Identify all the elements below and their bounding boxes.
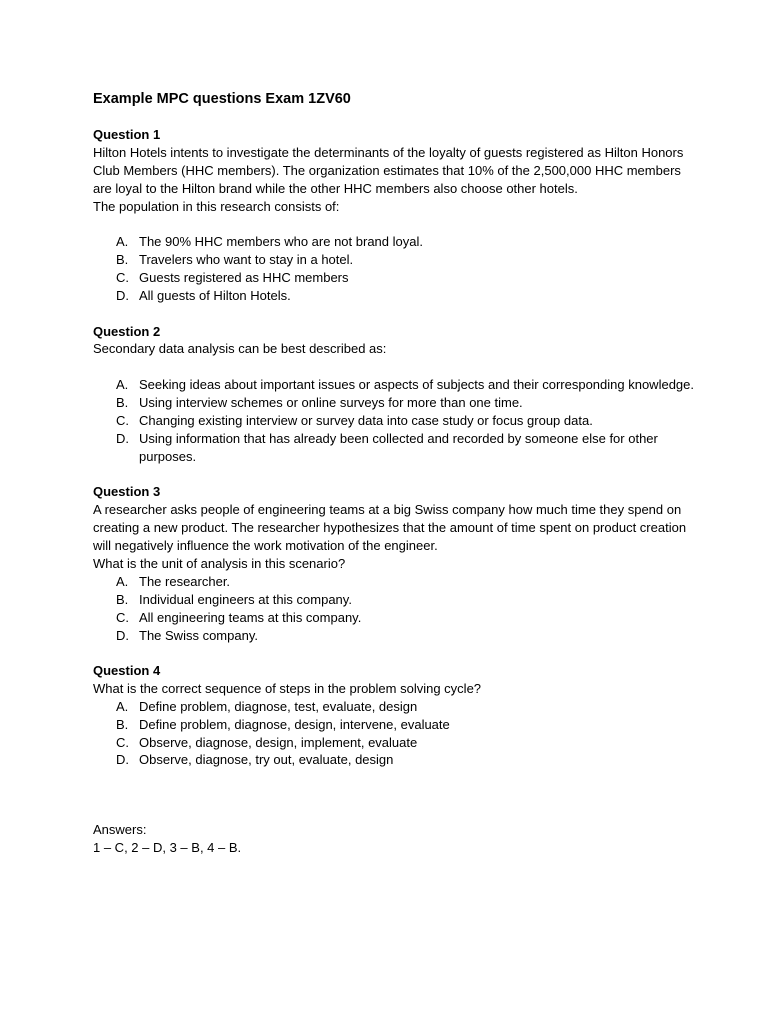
answer-option — [93, 430, 698, 466]
answer-option — [93, 376, 698, 394]
question-2 — [93, 323, 698, 466]
answer-option — [93, 716, 698, 734]
option-text: Using interview schemes or online surveys for more than one time. — [139, 395, 523, 411]
answers-text: 1 – C, 2 – D, 3 – B, 4 – B. — [93, 840, 242, 856]
answer-options — [93, 376, 698, 466]
option-text: Seeking ideas about important issues or aspects of subjects and their corresponding knowledge. — [139, 377, 694, 393]
answer-option — [93, 591, 698, 609]
option-letter: C. — [116, 270, 129, 286]
question-text: Secondary data analysis can be best described as: — [93, 341, 387, 357]
option-letter: D. — [116, 288, 129, 304]
question-1 — [93, 126, 698, 305]
option-text: Using information that has already been collected and recorded by someone else for other purposes. — [139, 430, 658, 464]
option-text: Guests registered as HHC members — [139, 270, 349, 286]
option-letter: D. — [116, 627, 129, 643]
option-letter: C. — [116, 734, 129, 750]
question-text: A researcher asks people of engineering teams at a big Swiss company how much time they spend on creating a new product. The researcher hypothesizes that the amount of time spent on product creation will negatively influence the work motivation of the engineer. — [93, 502, 687, 553]
option-letter: C. — [116, 413, 129, 429]
option-letter: A. — [116, 698, 129, 714]
question-text: Hilton Hotels intents to investigate the determinants of the loyalty of guests registered as Hilton Honors Club Members (HHC members). The organization estimates that 10% of the 2,500,000 HHC members are loyal to the Hilton brand while the other HHC members also choose other hotels. — [93, 144, 684, 196]
answer-option — [93, 233, 698, 251]
answer-option — [93, 287, 698, 305]
option-text: Observe, diagnose, design, implement, evaluate — [139, 734, 418, 750]
question-heading: Question 4 — [93, 662, 161, 678]
option-letter: A. — [116, 377, 129, 393]
answer-option — [93, 609, 698, 627]
answer-options — [93, 698, 698, 770]
answer-option — [93, 394, 698, 412]
answer-option — [93, 251, 698, 269]
option-letter: B. — [116, 591, 129, 607]
option-text: The researcher. — [139, 573, 231, 589]
option-letter: D. — [116, 430, 129, 446]
answers-label: Answers: — [93, 822, 147, 838]
option-letter: C. — [116, 609, 129, 625]
question-text: The population in this research consists of: — [93, 198, 340, 214]
spacer — [93, 358, 698, 376]
document-title: Example MPC questions Exam 1ZV60 — [93, 91, 351, 107]
option-text: Observe, diagnose, try out, evaluate, design — [139, 752, 394, 768]
option-letter: B. — [116, 395, 129, 411]
option-text: The Swiss company. — [139, 627, 258, 643]
answer-option — [93, 627, 698, 645]
spacer — [93, 216, 698, 234]
question-text: What is the unit of analysis in this scenario? — [93, 555, 346, 571]
option-text: The 90% HHC members who are not brand loyal. — [139, 234, 423, 250]
option-letter: A. — [116, 573, 129, 589]
option-text: Define problem, diagnose, test, evaluate, design — [139, 698, 418, 714]
answer-options — [93, 573, 698, 645]
question-heading: Question 3 — [93, 484, 161, 500]
option-text: Individual engineers at this company. — [139, 591, 352, 607]
option-text: Changing existing interview or survey data into case study or focus group data. — [139, 413, 593, 429]
option-letter: B. — [116, 252, 129, 268]
option-text: Travelers who want to stay in a hotel. — [139, 252, 354, 268]
question-heading: Question 1 — [93, 127, 161, 142]
question-4 — [93, 662, 698, 769]
answer-option — [93, 412, 698, 430]
answers-section — [93, 821, 698, 857]
answer-option — [93, 734, 698, 752]
answer-option — [93, 269, 698, 287]
answer-options — [93, 233, 698, 305]
option-text: All engineering teams at this company. — [139, 609, 362, 625]
option-text: All guests of Hilton Hotels. — [139, 288, 291, 304]
option-letter: A. — [116, 234, 129, 250]
option-text: Define problem, diagnose, design, intervene, evaluate — [139, 716, 450, 732]
question-text: What is the correct sequence of steps in the problem solving cycle? — [93, 680, 482, 696]
option-letter: D. — [116, 752, 129, 768]
answer-option — [93, 573, 698, 591]
question-heading: Question 2 — [93, 323, 161, 339]
question-list — [93, 126, 698, 769]
question-3 — [93, 483, 698, 644]
answer-option — [93, 751, 698, 769]
option-letter: B. — [116, 716, 129, 732]
answer-option — [93, 698, 698, 716]
